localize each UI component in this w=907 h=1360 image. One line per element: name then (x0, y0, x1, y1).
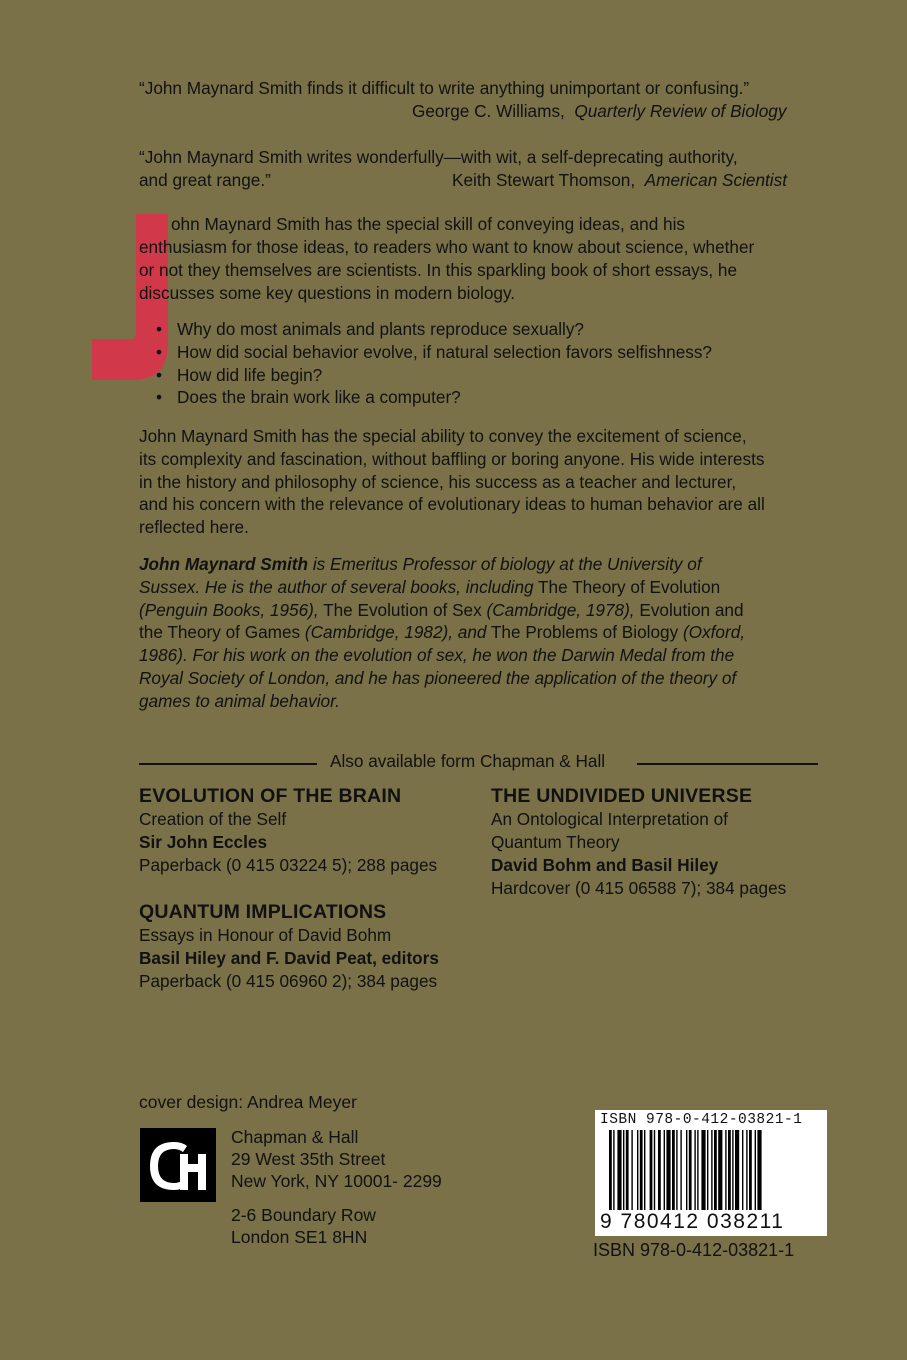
quote-2-text-line-1: “John Maynard Smith writes wonderfully—with wit, a self-deprecating authority, (139, 147, 738, 167)
book-author: Basil Hiley and F. David Peat, editors (139, 948, 439, 968)
bio-text: Royal Society of London, and he has pioneered the application of the theory of (139, 667, 737, 688)
list-item: • Why do most animals and plants reproduce sexually? (156, 319, 584, 339)
barcode-bars-icon (605, 1130, 820, 1212)
bio-text: (Penguin Books, 1956), (139, 599, 319, 620)
list-item: • How did social behavior evolve, if natural selection favors selfishness? (156, 341, 712, 362)
author-bio (139, 553, 819, 713)
bio-text: (Oxford, (682, 622, 746, 643)
quote-1-attribution (412, 100, 786, 123)
divider-right (637, 763, 818, 765)
address-line: New York, NY 10001- 2299 (231, 1171, 442, 1192)
bio-text: Sussex. He is the author of several books, including (139, 576, 534, 597)
book-ref: The Theory of Evolution (538, 576, 721, 597)
isbn-barcode (595, 1110, 827, 1236)
bio-text: games to animal behavior. (139, 690, 340, 711)
summary-line-3: in the history and philosophy of science, his success as a teacher and lecturer, (139, 472, 737, 492)
intro-line-1: ohn Maynard Smith has the special skill of conveying ideas, and his (171, 214, 685, 234)
list-item: • How did life begin? (156, 364, 323, 385)
book-subtitle: An Ontological Interpretation of (491, 809, 728, 829)
book-ref: Evolution and (639, 599, 744, 620)
book-format: Paperback (0 415 03224 5); 288 pages (139, 855, 438, 875)
publisher-address-ny (231, 1126, 442, 1193)
isbn-bottom-label: ISBN 978-0-412-03821-1 (593, 1240, 795, 1260)
bio-text: is Emeritus Professor of biology at the University of (312, 554, 702, 574)
bio-text: (Cambridge, 1978), (486, 599, 635, 620)
summary-line-4: and his concern with the relevance of evolutionary ideas to human behavior are all (139, 494, 765, 514)
book-format: Hardcover (0 415 06588 7); 384 pages (491, 878, 787, 898)
cover-design-credit: cover design: Andrea Meyer (139, 1092, 357, 1112)
summary-line-2: its complexity and fascination, without baffling or boring anyone. His wide interests (139, 449, 765, 469)
address-line: 29 West 35th Street (231, 1149, 386, 1170)
book-ref: The Evolution of Sex (323, 599, 482, 620)
bio-text: (Cambridge, 1982), and (304, 622, 487, 643)
also-available-heading: Also available form Chapman & Hall (330, 751, 606, 771)
divider-left (139, 763, 317, 765)
bio-name: John Maynard Smith (139, 554, 309, 574)
quote-1-author: George C. Williams, (412, 101, 565, 121)
book-author: David Bohm and Basil Hiley (491, 855, 719, 875)
book-title: THE UNDIVIDED UNIVERSE (491, 785, 753, 807)
quote-1-source: Quarterly Review of Biology (574, 101, 787, 121)
address-line: London SE1 8HN (231, 1227, 368, 1248)
book-ref: the Theory of Games (139, 622, 301, 643)
book-title: EVOLUTION OF THE BRAIN (139, 785, 402, 807)
intro-line-3: or not they themselves are scientists. In this sparkling book of short essays, he (139, 260, 738, 280)
quote-1-text: “John Maynard Smith finds it difficult to write anything unimportant or confusing.” (139, 78, 750, 98)
book-ref: The Problems of Biology (490, 622, 679, 643)
address-line: 2-6 Boundary Row (231, 1205, 376, 1225)
book-evolution-of-the-brain (139, 784, 437, 877)
quote-2-source: American Scientist (644, 170, 787, 190)
book-the-undivided-universe (491, 784, 786, 900)
bio-text: 1986). For his work on the evolution of sex, he won the Darwin Medal from the (139, 645, 735, 666)
book-subtitle: Essays in Honour of David Bohm (139, 925, 392, 945)
summary-line-5: reflected here. (139, 517, 249, 537)
book-title: QUANTUM IMPLICATIONS (139, 901, 387, 923)
list-item: • Does the brain work like a computer? (156, 387, 461, 408)
quote-2-author: Keith Stewart Thomson, (452, 170, 636, 190)
book-format: Paperback (0 415 06960 2); 384 pages (139, 971, 438, 991)
book-author: Sir John Eccles (139, 832, 268, 852)
quote-2-text-line-2: and great range.” (139, 170, 271, 190)
publisher-address-london (231, 1204, 376, 1248)
summary-line-1: John Maynard Smith has the special ability to convey the excitement of science, (139, 426, 747, 446)
chapman-hall-logo-icon (140, 1128, 216, 1202)
intro-line-2: enthusiasm for those ideas, to readers who want to know about science, whether (139, 237, 755, 257)
isbn-top-label: ISBN 978-0-412-03821-1 (600, 1112, 803, 1128)
book-subtitle: Quantum Theory (491, 832, 620, 852)
intro-line-4: discusses some key questions in modern biology. (139, 283, 516, 303)
publisher-name: Chapman & Hall (231, 1127, 359, 1147)
quote-2-attribution (452, 169, 787, 192)
isbn-digits: 9 780412 038211 (600, 1210, 785, 1233)
book-quantum-implications (139, 900, 439, 993)
question-list (156, 318, 712, 409)
book-subtitle: Creation of the Self (139, 809, 287, 829)
